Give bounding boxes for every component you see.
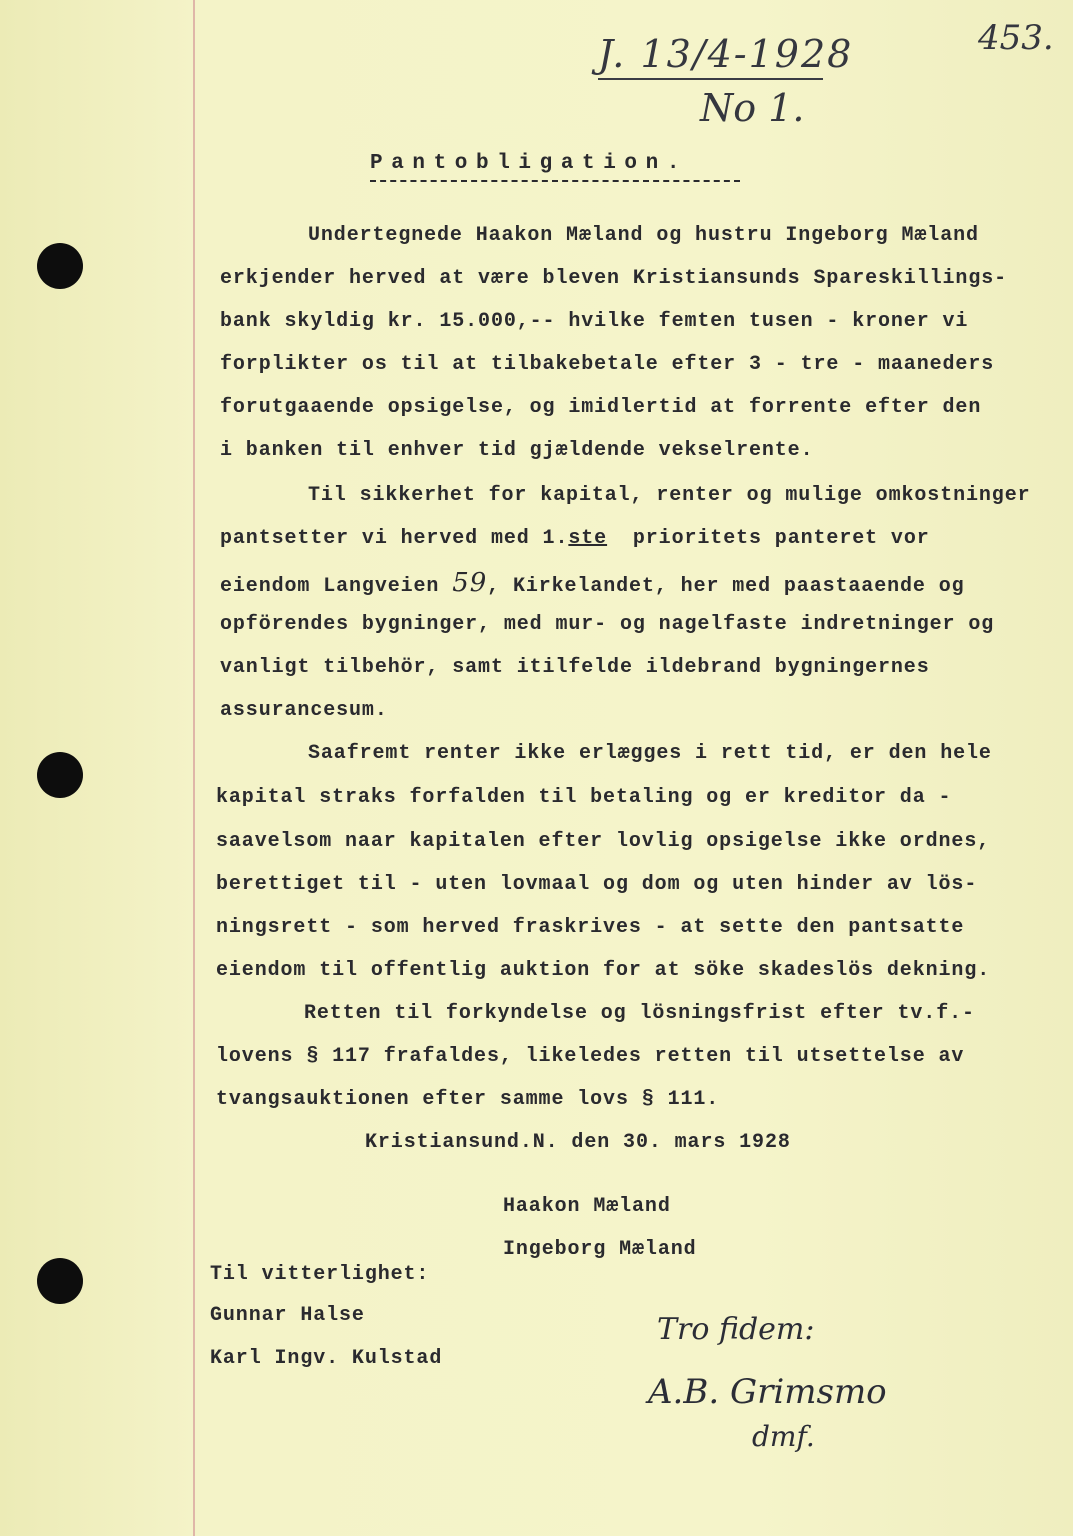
body-line: forplikter os til at tilbakebetale efter 3 - tre - maaneders	[220, 353, 995, 376]
body-line: erkjender herved at være bleven Kristiansunds Spareskillings-	[220, 267, 1008, 290]
witness-heading: Til vitterlighet:	[210, 1263, 430, 1286]
place-date: Kristiansund.N. den 30. mars 1928	[365, 1131, 791, 1154]
body-text: , Kirkelandet, her med paastaaende og	[487, 575, 965, 598]
ordinal-suffix: ste	[568, 527, 608, 550]
body-line: Til sikkerhet for kapital, renter og mulige omkostninger	[308, 484, 1031, 507]
body-line: Undertegnede Haakon Mæland og hustru Ingeborg Mæland	[308, 224, 979, 247]
body-line: tvangsauktionen efter samme lovs § 111.	[216, 1088, 720, 1111]
punch-hole-icon	[37, 243, 83, 289]
body-line	[220, 568, 965, 598]
handwritten-date: J. 13/4-1928	[598, 32, 854, 76]
body-text: eiendom Langveien	[220, 575, 453, 598]
body-text: pantsetter vi herved med 1.	[220, 527, 569, 550]
witness-name: Gunnar Halse	[210, 1304, 365, 1327]
date-underline	[598, 78, 823, 80]
body-line: assurancesum.	[220, 699, 388, 722]
handwritten-number: No 1.	[700, 86, 805, 130]
body-line: ningsrett - som herved fraskrives - at sette den pantsatte	[216, 916, 965, 939]
body-line: eiendom til offentlig auktion for at söke skadeslös dekning.	[216, 959, 991, 982]
body-line: vanligt tilbehör, samt itilfelde ildebrand bygningernes	[220, 656, 930, 679]
title-underline	[370, 180, 740, 182]
endorsement-tro-fidem: Tro fidem:	[657, 1312, 815, 1347]
punch-hole-icon	[37, 1258, 83, 1304]
body-text: prioritets panteret vor	[607, 527, 930, 550]
signatory-name: Ingeborg Mæland	[503, 1238, 697, 1261]
page-number: 453.	[978, 18, 1054, 58]
handwritten-house-number: 59	[452, 568, 488, 598]
endorsement-title: dmf.	[752, 1420, 815, 1453]
document-title: Pantobligation.	[370, 152, 689, 175]
signatory-name: Haakon Mæland	[503, 1195, 671, 1218]
margin-line	[193, 0, 195, 1536]
body-line	[220, 527, 930, 550]
body-line: bank skyldig kr. 15.000,-- hvilke femten tusen - kroner vi	[220, 310, 969, 333]
body-line: saavelsom naar kapitalen efter lovlig opsigelse ikke ordnes,	[216, 830, 991, 853]
body-line: forutgaaende opsigelse, og imidlertid at forrente efter den	[220, 396, 982, 419]
witness-name: Karl Ingv. Kulstad	[210, 1347, 443, 1370]
punch-hole-icon	[37, 752, 83, 798]
body-line: Saafremt renter ikke erlægges i rett tid, er den hele	[308, 742, 992, 765]
body-line: i banken til enhver tid gjældende vekselrente.	[220, 439, 814, 462]
body-line: lovens § 117 frafaldes, likeledes retten til utsettelse av	[216, 1045, 965, 1068]
body-line: berettiget til - uten lovmaal og dom og uten hinder av lös-	[216, 873, 978, 896]
body-line: kapital straks forfalden til betaling og er kreditor da -	[216, 786, 952, 809]
body-line: Retten til forkyndelse og lösningsfrist efter tv.f.-	[304, 1002, 975, 1025]
endorsement-signature: A.B. Grimsmo	[648, 1372, 887, 1412]
body-line: opförendes bygninger, med mur- og nagelfaste indretninger og	[220, 613, 995, 636]
